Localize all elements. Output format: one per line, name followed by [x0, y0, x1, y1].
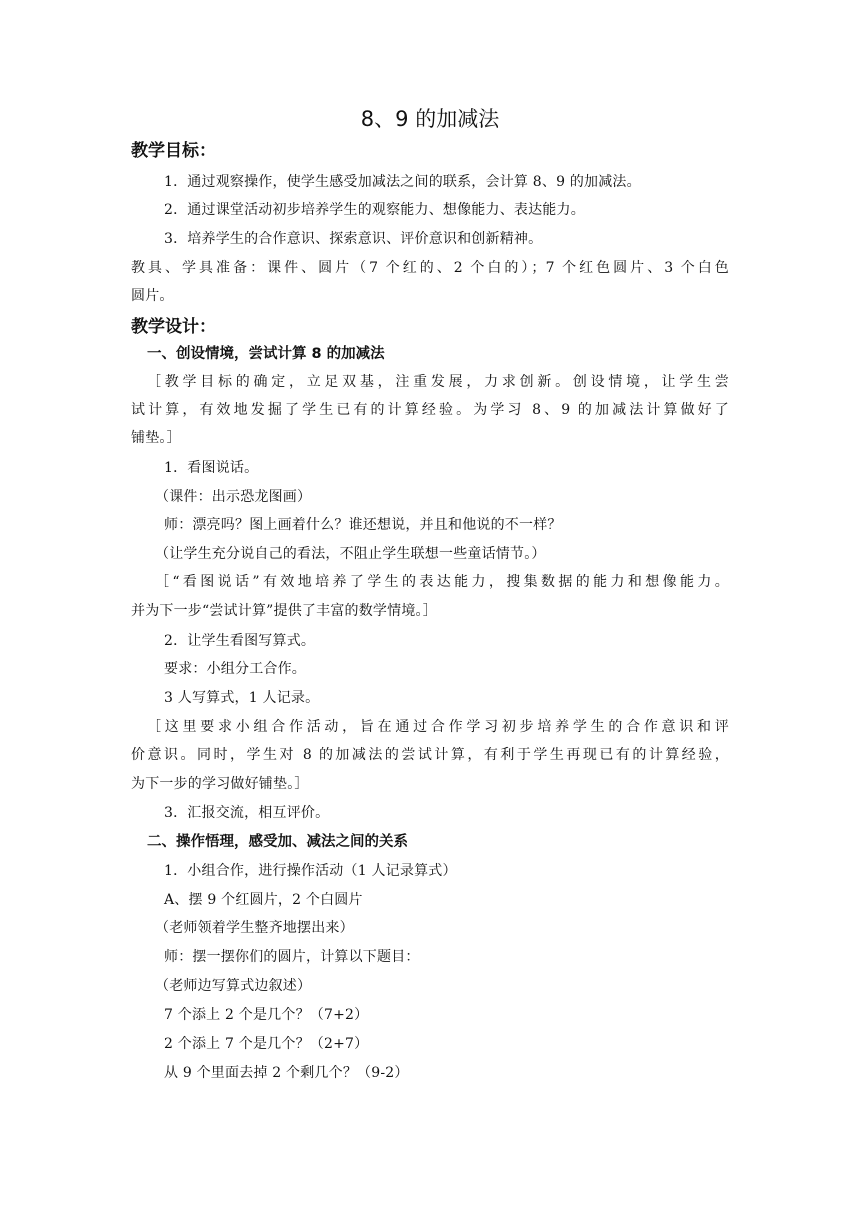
annotation-text: ［“看图说话”有效地培养了学生的表达能力，搜集数据的能力和想像能力。 [155, 574, 729, 590]
objective-item: 1．通过观察操作，使学生感受加减法之间的联系，会计算 8、9 的加减法。 [164, 174, 641, 190]
body-text: （老师领着学生整齐地摆出来） [155, 920, 354, 936]
annotation-text: 价意识。同时，学生对 8 的加减法的尝试计算，有利于学生再现已有的计算经验， [131, 747, 729, 763]
materials-text: 教具、学具准备：课件、圆片（7 个红的、2 个白的）；7 个红色圆片、3 个白色 [131, 260, 729, 276]
materials-text-continued: 圆片。 [131, 288, 174, 304]
objectives-heading: 教学目标： [131, 141, 216, 161]
annotation-text: ［这里要求小组合作活动，旨在通过合作学习初步培养学生的合作意识和评 [147, 719, 729, 735]
body-text: A、摆 9 个红圆片，2 个白圆片 [164, 892, 363, 908]
objective-item: 3．培养学生的合作意识、探索意识、评价意识和创新精神。 [164, 231, 543, 247]
body-text: 要求：小组分工合作。 [164, 661, 306, 677]
objective-item: 2．通过课堂活动初步培养学生的观察能力、想像能力、表达能力。 [164, 202, 585, 218]
annotation-text: 铺垫。］ [131, 430, 181, 446]
document-title: 8、9 的加减法 [360, 107, 500, 131]
body-text: （课件：出示恐龙图画） [155, 489, 312, 505]
section-heading: 二、操作悟理，感受加、减法之间的关系 [147, 834, 408, 850]
body-text: 师：摆一摆你们的圆片，计算以下题目： [164, 949, 420, 965]
annotation-text: 并为下一步“尝试计算”提供了丰富的数学情境。］ [131, 603, 437, 619]
annotation-text: ［教学目标的确定，立足双基，注重发展，力求创新。创设情境，让学生尝 [147, 374, 729, 390]
body-text: 3 人写算式，1 人记录。 [164, 690, 320, 706]
equation-line: 从 9 个里面去掉 2 个剩几个？（9-2） [164, 1065, 409, 1081]
section-heading: 一、创设情境，尝试计算 8 的加减法 [147, 346, 385, 362]
body-text: （老师边写算式边叙述） [155, 978, 312, 994]
step-item: 3．汇报交流，相互评价。 [164, 805, 330, 821]
step-item: 2．让学生看图写算式。 [164, 633, 316, 649]
equation-line: 7 个添上 2 个是几个？（7+2） [164, 1007, 369, 1023]
design-heading: 教学设计： [131, 317, 216, 337]
annotation-text: 试计算，有效地发掘了学生已有的计算经验。为学习 8、9 的加减法计算做好了 [131, 402, 729, 418]
annotation-text: 为下一步的学习做好铺垫。］ [131, 776, 309, 792]
step-item: 1．小组合作，进行操作活动（1 人记录算式） [164, 863, 457, 879]
equation-line: 2 个添上 7 个是几个？（2+7） [164, 1036, 369, 1052]
body-text: （让学生充分说自己的看法，不阻止学生联想一些童话情节。） [155, 546, 546, 562]
step-item: 1．看图说话。 [164, 460, 259, 476]
body-text: 师：漂亮吗？图上画着什么？谁还想说，并且和他说的不一样？ [164, 517, 562, 533]
